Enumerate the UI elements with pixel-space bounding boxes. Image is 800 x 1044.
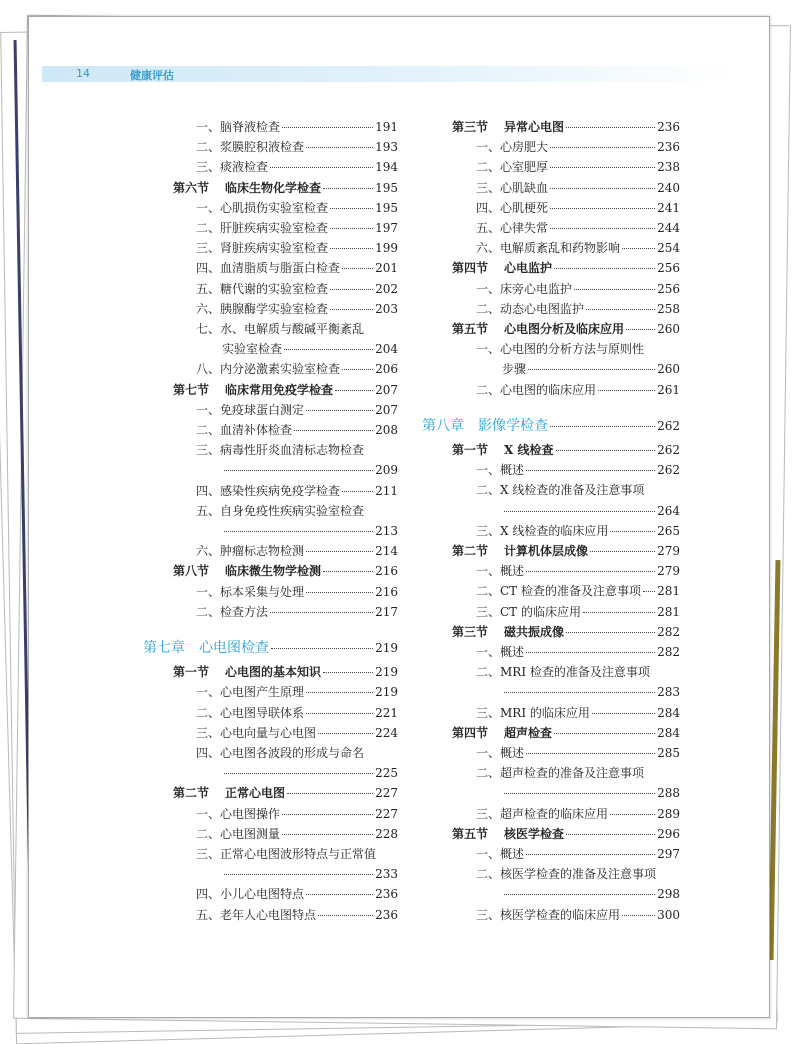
toc-item — [222, 463, 398, 477]
page-ref: 297 — [657, 847, 680, 861]
toc-item — [502, 887, 680, 901]
dot-leader — [592, 713, 655, 714]
toc-section — [173, 786, 398, 800]
toc-item — [476, 181, 680, 195]
item-title: 三、心电向量与心电图 — [196, 725, 317, 740]
page-ref: 262 — [657, 443, 680, 457]
page-ref: 216 — [375, 584, 398, 599]
item-title: 二、浆膜腔积液检查 — [196, 140, 305, 155]
item-title: 一、概述 — [476, 847, 525, 861]
toc-item — [476, 908, 680, 922]
dot-leader — [224, 470, 373, 471]
dot-leader — [306, 713, 373, 714]
toc-chapter — [422, 419, 680, 433]
toc-section — [452, 322, 680, 336]
page-ref: 201 — [375, 261, 398, 276]
page-ref: 236 — [375, 907, 398, 922]
section-number: 第二节 — [173, 786, 210, 801]
dot-leader — [554, 268, 655, 269]
dot-leader — [583, 612, 655, 613]
toc-item — [196, 160, 398, 174]
item-title: 二、检查方法 — [196, 604, 269, 619]
page-ref: 224 — [375, 725, 398, 740]
section-title: 异常心电图 — [504, 120, 565, 134]
toc-item — [476, 241, 680, 255]
toc-item — [476, 645, 680, 659]
page-ref: 262 — [657, 463, 680, 478]
toc-item — [476, 383, 680, 397]
toc-section — [452, 261, 680, 275]
toc-item — [196, 302, 398, 316]
dot-leader — [526, 652, 655, 653]
page-ref: 225 — [375, 766, 398, 781]
toc-item — [196, 706, 398, 720]
page-ref: 288 — [657, 786, 680, 801]
dot-leader — [504, 894, 655, 895]
page-ref: 289 — [657, 806, 680, 821]
page-ref: 281 — [657, 604, 680, 619]
page-ref: 244 — [657, 221, 680, 235]
dot-leader — [586, 309, 655, 310]
page-ref: 199 — [375, 241, 398, 256]
dot-leader — [282, 814, 373, 815]
item-title: 二、MRI 检查的准备及注意事项 — [476, 665, 650, 680]
page-ref: 236 — [657, 140, 680, 155]
toc-section — [452, 120, 680, 134]
item-title: 一、心电图的分析方法与原则性 — [476, 342, 645, 357]
item-title: 一、免疫球蛋白测定 — [196, 402, 305, 417]
page-ref: 219 — [375, 665, 398, 680]
toc-item — [196, 807, 398, 821]
dot-leader — [622, 248, 655, 249]
dot-leader — [528, 369, 655, 370]
section-number: 第三节 — [452, 624, 489, 639]
item-title: 三、正常心电图波形特点与正常值 — [196, 847, 377, 861]
section-number: 第七节 — [173, 382, 210, 397]
page-ref: 204 — [375, 342, 398, 357]
page-ref: 238 — [657, 160, 680, 175]
item-title: 五、心律失常 — [476, 221, 549, 235]
toc-item — [476, 160, 680, 174]
page-ref: 207 — [375, 382, 398, 397]
dot-leader — [342, 491, 373, 492]
toc-item — [196, 261, 398, 275]
page-ref: 236 — [375, 887, 398, 902]
dot-leader — [224, 531, 373, 532]
toc-section — [173, 564, 398, 578]
chapter-title: 第七章 心电图检查 — [143, 640, 269, 656]
dot-leader — [330, 309, 373, 310]
page-ref: 260 — [657, 362, 680, 377]
toc-section — [173, 383, 398, 397]
dot-leader — [526, 854, 655, 855]
item-title: 二、动态心电图监护 — [476, 301, 585, 316]
toc-item — [476, 463, 680, 477]
page-ref: 227 — [375, 806, 398, 821]
dot-leader — [550, 426, 655, 427]
item-title: 三、病毒性肝炎血清标志物检查 — [196, 443, 365, 458]
dot-leader — [550, 167, 655, 168]
section-number: 第五节 — [452, 826, 489, 841]
toc-item — [476, 140, 680, 154]
dot-leader — [574, 289, 655, 290]
page-ref: 281 — [657, 584, 680, 599]
item-title: 二、CT 检查的准备及注意事项 — [476, 584, 642, 599]
dot-leader — [335, 390, 373, 391]
dot-leader — [284, 349, 373, 350]
dot-leader — [550, 188, 655, 189]
item-title: 四、小儿心电图特点 — [196, 887, 305, 902]
dot-leader — [306, 410, 373, 411]
item-title: 四、心电图各波段的形成与命名 — [196, 746, 365, 760]
item-title-continued: 步骤 — [502, 362, 527, 377]
dot-leader — [504, 793, 655, 794]
item-title: 三、MRI 的临床应用 — [476, 705, 590, 720]
page-ref: 214 — [375, 544, 398, 559]
item-title-continued: 实验室检查 — [222, 342, 283, 357]
section-title: 超声检查 — [504, 725, 553, 740]
dot-leader — [590, 551, 655, 552]
dot-leader — [270, 612, 373, 613]
item-title: 一、概述 — [476, 746, 525, 760]
section-number: 第三节 — [452, 120, 489, 134]
toc-item — [222, 766, 398, 780]
item-title: 六、胰腺酶学实验室检查 — [196, 301, 329, 316]
toc-item — [196, 423, 398, 437]
section-title: 临床常用免疫学检查 — [225, 382, 334, 397]
item-title: 三、心肌缺血 — [476, 180, 549, 195]
item-title: 八、内分泌激素实验室检查 — [196, 362, 341, 377]
chapter-title: 第八章 影像学检查 — [422, 417, 548, 434]
page-ref: 233 — [375, 867, 398, 882]
dot-leader — [323, 571, 373, 572]
page-ref: 197 — [375, 221, 398, 235]
page-ref: 282 — [657, 645, 680, 659]
item-title: 七、水、电解质与酸碱平衡紊乱 — [196, 322, 365, 336]
item-title: 二、核医学检查的准备及注意事项 — [476, 867, 657, 882]
item-title: 二、心电图测量 — [196, 826, 281, 841]
toc-item — [476, 807, 680, 821]
section-number: 第一节 — [452, 443, 489, 457]
toc-item — [196, 585, 398, 599]
dot-leader — [504, 692, 655, 693]
toc-item — [502, 685, 680, 699]
dot-leader — [554, 733, 655, 734]
page-ref: 208 — [375, 423, 398, 437]
toc-item — [196, 221, 398, 235]
page-ref: 195 — [375, 180, 398, 195]
item-title: 三、X 线检查的临床应用 — [476, 523, 609, 538]
dot-leader — [306, 692, 373, 693]
dot-leader — [330, 248, 373, 249]
toc-item — [476, 282, 680, 296]
toc-item — [476, 302, 680, 316]
dot-leader — [342, 369, 373, 370]
page-ref: 298 — [657, 887, 680, 902]
toc-chapter — [143, 641, 398, 655]
page-ref: 240 — [657, 180, 680, 195]
dot-leader — [323, 672, 373, 673]
dot-leader — [282, 834, 373, 835]
page-ref: 296 — [657, 826, 680, 841]
toc-item — [196, 484, 398, 498]
page-ref: 279 — [657, 544, 680, 558]
section-number: 第五节 — [452, 322, 489, 336]
page-ref: 193 — [375, 140, 398, 155]
item-title: 二、心电图的临床应用 — [476, 382, 597, 397]
item-title: 三、CT 的临床应用 — [476, 604, 582, 619]
dot-leader — [270, 167, 373, 168]
dot-leader — [224, 773, 373, 774]
dot-leader — [330, 208, 373, 209]
toc-item — [196, 605, 398, 619]
item-title: 一、标本采集与处理 — [196, 584, 305, 599]
dot-leader — [556, 450, 656, 451]
section-title: 磁共振成像 — [504, 624, 565, 639]
toc-item — [196, 282, 398, 296]
item-title: 一、床旁心电监护 — [476, 281, 573, 296]
dot-leader — [550, 147, 655, 148]
dot-leader — [306, 147, 373, 148]
dot-leader — [566, 834, 655, 835]
toc-item — [476, 524, 680, 538]
page-ref: 282 — [657, 624, 680, 639]
section-title: 心电监护 — [504, 261, 553, 276]
dot-leader — [330, 289, 373, 290]
item-title: 一、脑脊液检查 — [196, 120, 281, 134]
toc-section — [452, 625, 680, 639]
dot-leader — [306, 894, 373, 895]
toc-section — [452, 827, 680, 841]
dot-leader — [550, 208, 655, 209]
item-title: 一、心肌损伤实验室检查 — [196, 200, 329, 215]
dot-leader — [550, 228, 655, 229]
page-ref: 221 — [375, 705, 398, 720]
toc-section — [173, 181, 398, 195]
toc-item — [502, 504, 680, 518]
page-ref: 194 — [375, 160, 398, 175]
section-number: 第二节 — [452, 544, 489, 558]
item-title: 一、概述 — [476, 564, 525, 579]
page-ref: 209 — [375, 463, 398, 478]
item-title: 六、电解质紊乱和药物影响 — [476, 241, 621, 256]
toc-item — [196, 827, 398, 841]
page-ref: 203 — [375, 301, 398, 316]
toc-section — [452, 726, 680, 740]
item-title: 二、血清补体检查 — [196, 423, 293, 437]
item-title: 一、心电图操作 — [196, 806, 281, 821]
page-ref: 236 — [657, 120, 680, 134]
toc-item — [222, 867, 398, 881]
page-number: 14 — [76, 67, 90, 80]
item-title: 五、老年人心电图特点 — [196, 907, 317, 922]
toc-item — [222, 524, 398, 538]
item-title: 三、核医学检查的临床应用 — [476, 907, 621, 922]
dot-leader — [306, 551, 373, 552]
page-ref: 284 — [657, 705, 680, 720]
page-ref: 213 — [375, 524, 398, 538]
dot-leader — [626, 329, 655, 330]
page-ref: 195 — [375, 200, 398, 215]
page-ref: 285 — [657, 746, 680, 760]
item-title: 四、感染性疾病免疫学检查 — [196, 483, 341, 498]
item-title: 二、心室肥厚 — [476, 160, 549, 175]
dot-leader — [566, 127, 655, 128]
toc-item — [222, 342, 398, 356]
toc-item — [196, 140, 398, 154]
item-title: 一、概述 — [476, 463, 525, 478]
section-number: 第四节 — [452, 261, 489, 276]
item-title: 二、肝脏疾病实验室检查 — [196, 221, 329, 235]
section-number: 第六节 — [173, 180, 210, 195]
section-title: 临床微生物学检测 — [225, 564, 322, 579]
toc-item — [196, 403, 398, 417]
toc-item — [196, 887, 398, 901]
page-ref: 254 — [657, 241, 680, 256]
page-ref: 228 — [375, 826, 398, 841]
page-ref: 191 — [375, 120, 398, 134]
toc-item — [196, 685, 398, 699]
page-ref: 256 — [657, 281, 680, 296]
dot-leader — [271, 648, 373, 649]
section-number: 第四节 — [452, 725, 489, 740]
page-ref: 260 — [657, 322, 680, 336]
toc-item — [476, 221, 680, 235]
page-ref: 219 — [375, 685, 398, 700]
dot-leader — [598, 390, 655, 391]
item-title: 六、肿瘤标志物检测 — [196, 544, 305, 559]
toc-item — [196, 544, 398, 558]
dot-leader — [294, 430, 373, 431]
item-title: 四、血清脂质与脂蛋白检查 — [196, 261, 341, 276]
section-title: X 线检查 — [504, 443, 554, 457]
dot-leader — [287, 793, 373, 794]
page-ref: 217 — [375, 604, 398, 619]
book-title: 健康评估 — [130, 69, 174, 82]
section-title: 核医学检查 — [504, 826, 565, 841]
page-ref: 265 — [657, 523, 680, 538]
dot-leader — [622, 915, 655, 916]
dot-leader — [224, 874, 373, 875]
page-ref: 279 — [657, 564, 680, 579]
toc-item — [476, 605, 680, 619]
toc-item — [196, 362, 398, 376]
section-title: 临床生物化学检查 — [225, 180, 322, 195]
toc-section — [173, 665, 398, 679]
toc-item — [502, 362, 680, 376]
dot-leader — [610, 531, 655, 532]
toc-item — [476, 584, 680, 598]
toc-item — [476, 706, 680, 720]
toc-item — [196, 908, 398, 922]
toc-item — [196, 726, 398, 740]
toc-item — [476, 201, 680, 215]
dot-leader — [342, 268, 373, 269]
page-ref: 211 — [375, 483, 398, 498]
page-ref: 207 — [375, 402, 398, 417]
dot-leader — [504, 511, 655, 512]
page-ref: 262 — [657, 418, 680, 433]
item-title: 五、糖代谢的实验室检查 — [196, 281, 329, 296]
dot-leader — [526, 571, 655, 572]
dot-leader — [610, 814, 655, 815]
item-title: 二、X 线检查的准备及注意事项 — [476, 483, 645, 498]
item-title: 一、心电图产生原理 — [196, 685, 305, 700]
section-number: 第一节 — [173, 665, 210, 680]
page-ref: 283 — [657, 685, 680, 700]
dot-leader — [318, 733, 373, 734]
page-ref: 258 — [657, 301, 680, 316]
dot-leader — [566, 632, 655, 633]
section-number: 第八节 — [173, 564, 210, 579]
dot-leader — [282, 127, 373, 128]
section-title: 心电图的基本知识 — [225, 665, 322, 680]
item-title: 三、痰液检查 — [196, 160, 269, 175]
page-ref: 202 — [375, 281, 398, 296]
page-ref: 264 — [657, 503, 680, 518]
section-title: 心电图分析及临床应用 — [504, 322, 625, 336]
page-ref: 261 — [657, 382, 680, 397]
toc-section — [452, 544, 680, 558]
toc-item — [196, 120, 398, 134]
dot-leader — [306, 592, 373, 593]
item-title: 三、超声检查的临床应用 — [476, 806, 609, 821]
dot-leader — [526, 470, 655, 471]
toc-item — [476, 746, 680, 760]
page-ref: 241 — [657, 200, 680, 215]
item-title: 一、概述 — [476, 645, 525, 659]
page-ref: 300 — [657, 907, 680, 922]
page-ref: 256 — [657, 261, 680, 276]
section-title: 正常心电图 — [225, 786, 286, 801]
item-title: 二、超声检查的准备及注意事项 — [476, 766, 645, 781]
toc-item — [196, 201, 398, 215]
item-title: 三、肾脏疾病实验室检查 — [196, 241, 329, 256]
page-ref: 206 — [375, 362, 398, 377]
page-header-band — [42, 66, 735, 82]
item-title: 二、心电图导联体系 — [196, 705, 305, 720]
dot-leader — [643, 591, 655, 592]
page-ref: 216 — [375, 564, 398, 579]
dot-leader — [318, 915, 373, 916]
toc-item — [196, 241, 398, 255]
page-ref: 227 — [375, 786, 398, 801]
dot-leader — [330, 228, 373, 229]
item-title: 一、心房肥大 — [476, 140, 549, 155]
toc-item — [476, 564, 680, 578]
item-title: 五、自身免疫性疾病实验室检查 — [196, 503, 365, 518]
toc-section — [452, 443, 680, 457]
dot-leader — [323, 188, 373, 189]
dot-leader — [526, 753, 655, 754]
page-ref: 219 — [375, 641, 398, 655]
item-title: 四、心肌梗死 — [476, 200, 549, 215]
page-ref: 284 — [657, 725, 680, 740]
section-title: 计算机体层成像 — [504, 544, 589, 558]
toc-item — [476, 847, 680, 861]
toc-item — [502, 786, 680, 800]
